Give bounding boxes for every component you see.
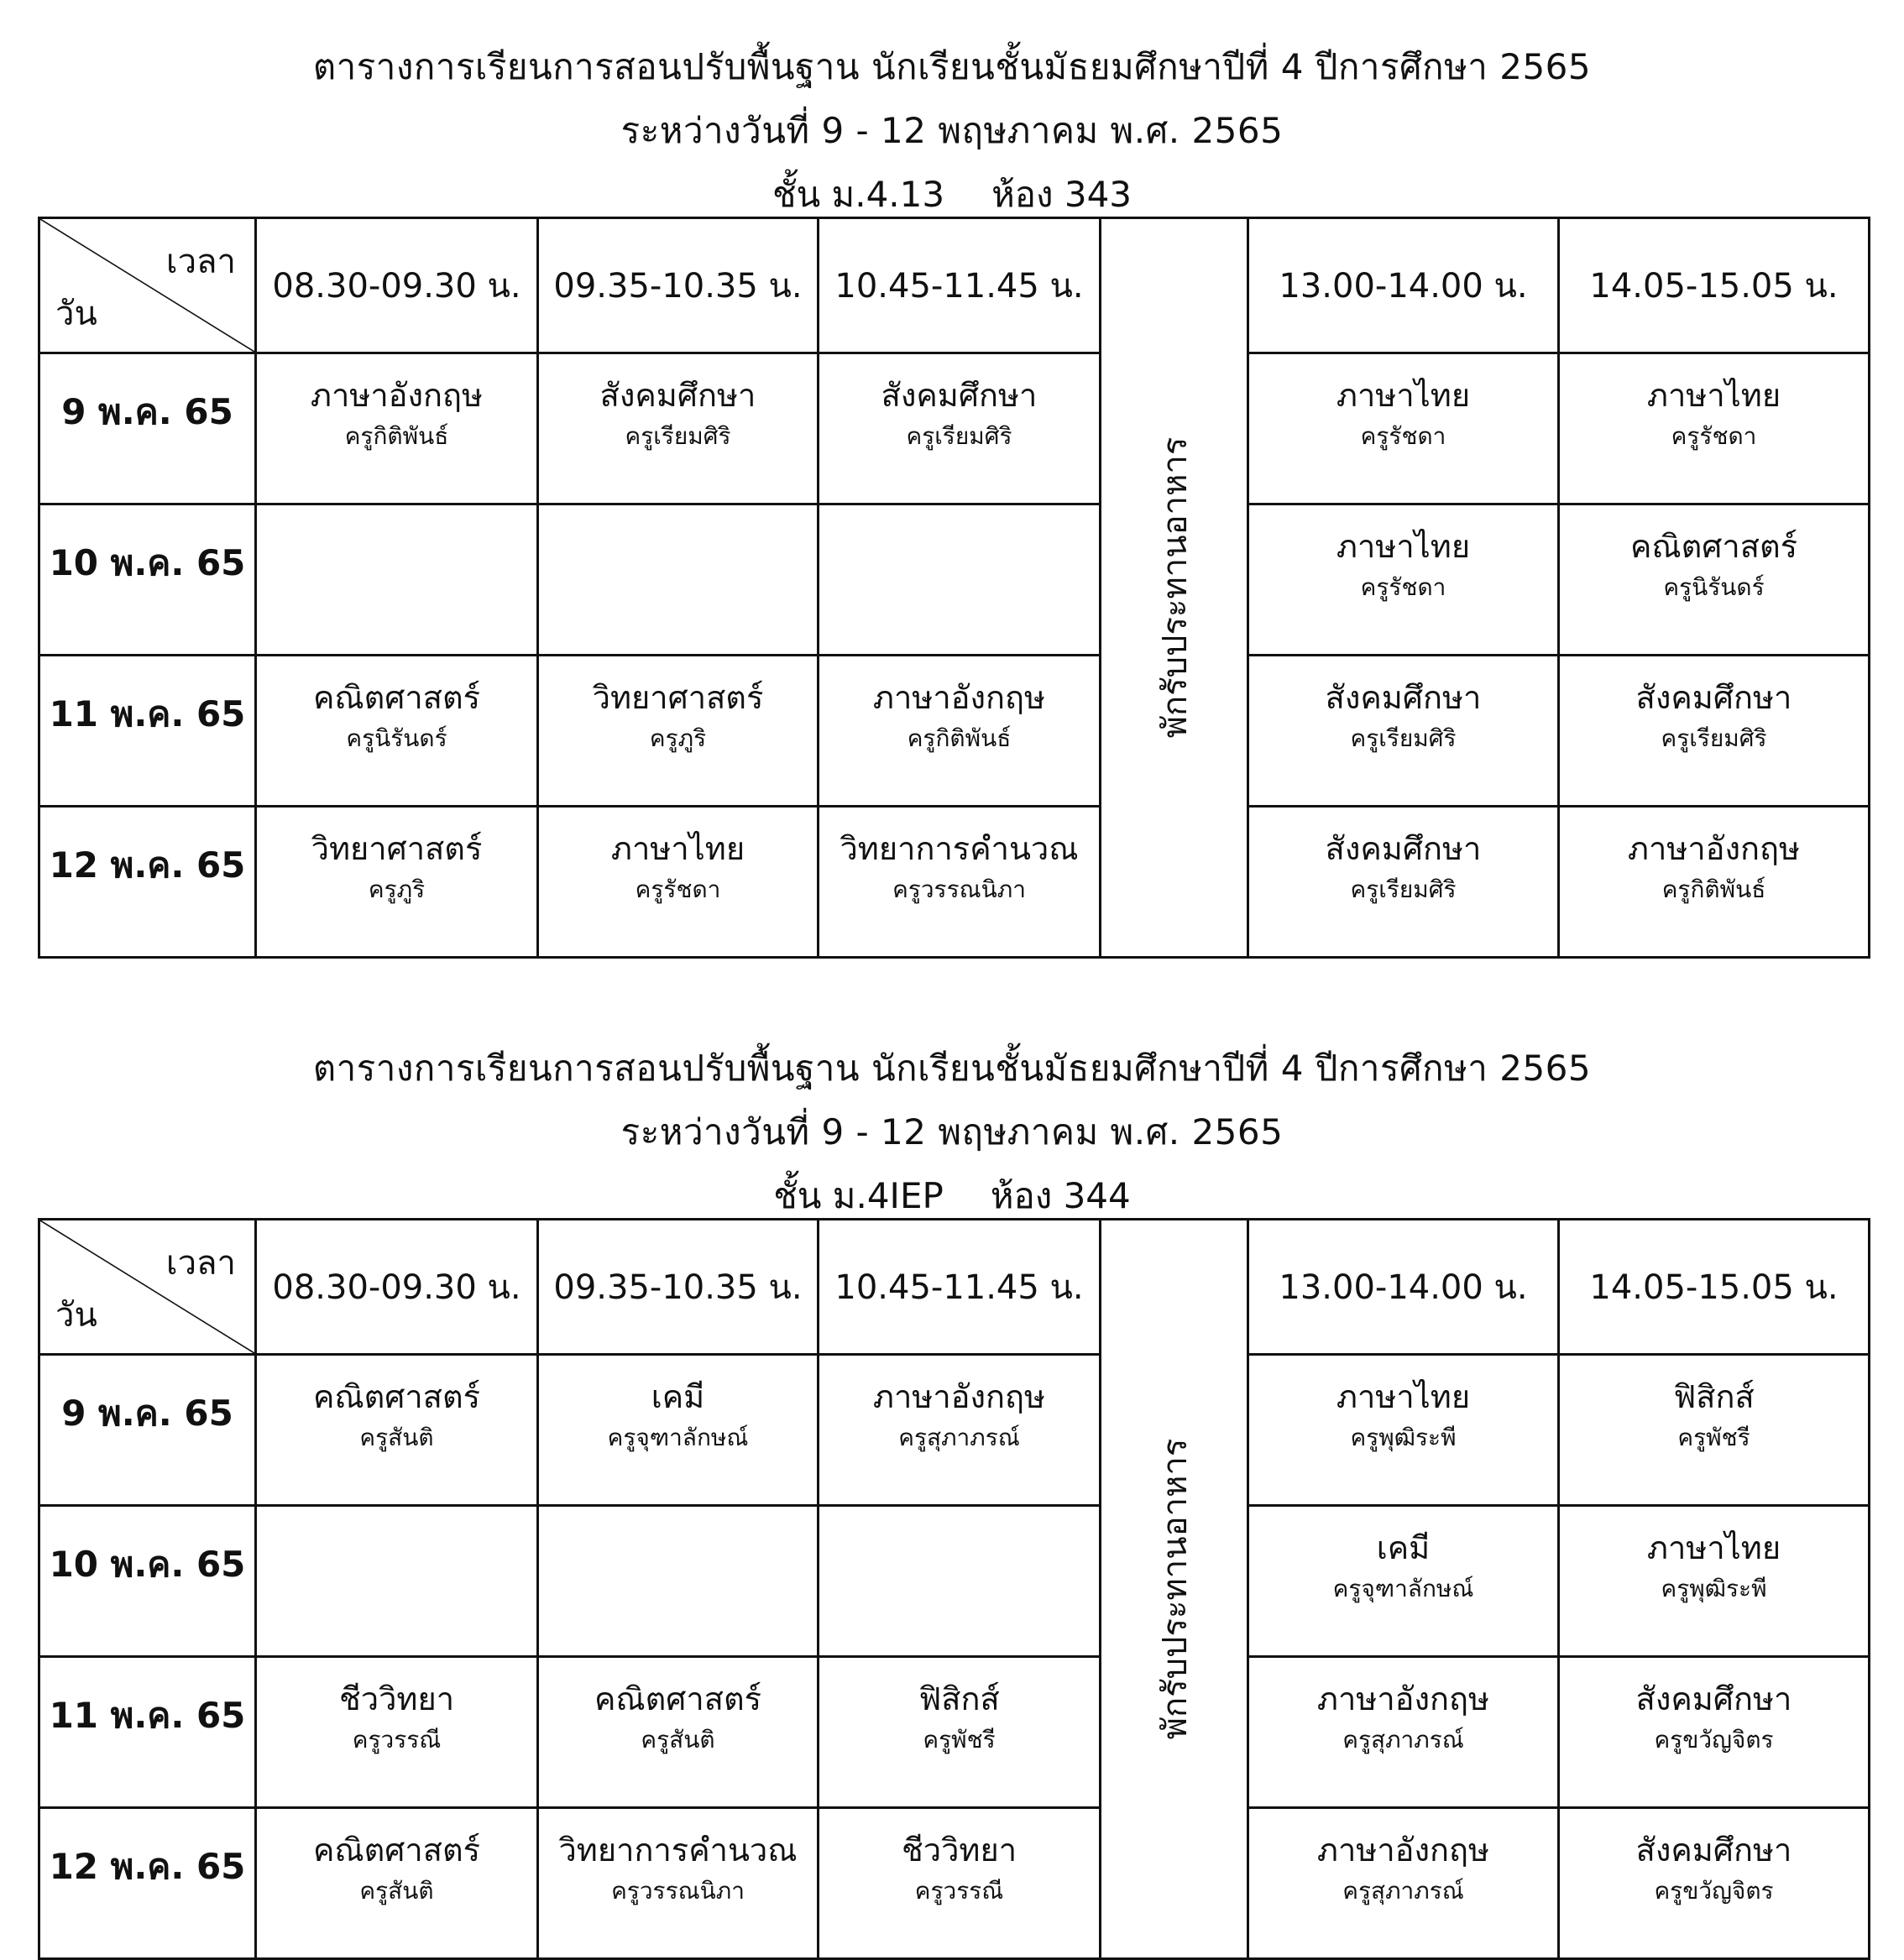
- class-cell: [1248, 504, 1559, 656]
- schedule-block-2: [0, 1037, 1904, 1905]
- day-label: 9 พ.ค. 65: [39, 353, 256, 504]
- teacher: ครูกิติพันธ์: [1661, 875, 1766, 903]
- teacher: ครูนิรันดร์: [346, 724, 447, 752]
- room-label: ห้อง 343: [991, 174, 1132, 215]
- teacher: ครูจุฑาลักษณ์: [1332, 1575, 1474, 1602]
- class-cell: [538, 807, 819, 958]
- teacher: ครูวรรณี: [914, 1877, 1004, 1905]
- class-cell: [1248, 1506, 1559, 1657]
- class-cell: [1248, 353, 1559, 504]
- time-axis-label: เวลา: [165, 1244, 236, 1283]
- day-axis-label: วัน: [55, 295, 97, 333]
- period-header: 08.30-09.30 น.: [256, 1220, 538, 1355]
- class-cell: [1559, 656, 1870, 807]
- class-cell: [819, 1506, 1101, 1657]
- schedule-title: ตารางการเรียนการสอนปรับพื้นฐาน นักเรียนชั้นมัธยมศึกษาปีที่ 4 ปีการศึกษา 2565: [312, 1048, 1592, 1089]
- class-cell: [538, 1657, 819, 1808]
- schedule-block-1: [0, 35, 1904, 903]
- class-cell: [538, 1355, 819, 1506]
- day-label: 11 พ.ค. 65: [39, 656, 256, 807]
- subject: วิทยาการคำนวณ: [840, 830, 1079, 867]
- schedule-table: [38, 217, 1870, 959]
- class-cell: [1559, 1808, 1870, 1959]
- teacher: ครูสันติ: [359, 1877, 434, 1905]
- subject: ภาษาไทย: [1336, 528, 1471, 565]
- teacher: ครูรัชดา: [1360, 422, 1446, 450]
- lunch-break-label: พักรับประทานอาหาร: [1155, 1438, 1195, 1740]
- period-header: 09.35-10.35 น.: [538, 1220, 819, 1355]
- day-row: [39, 1808, 1870, 1959]
- period-header: 08.30-09.30 น.: [256, 218, 538, 353]
- header-row: [39, 218, 1870, 353]
- room-label: ห้อง 344: [990, 1175, 1131, 1216]
- class-cell: [1559, 504, 1870, 656]
- teacher: ครูเรียมศิริ: [1350, 875, 1457, 903]
- subject: คณิตศาสตร์: [312, 1832, 481, 1869]
- class-cell: [1248, 807, 1559, 958]
- teacher: ครูเรียมศิริ: [906, 422, 1012, 450]
- subject: ภาษาอังกฤษ: [1316, 1680, 1490, 1717]
- subject: สังคมศึกษา: [1635, 679, 1792, 716]
- class-cell: [1559, 807, 1870, 958]
- corner-cell: [39, 1220, 256, 1355]
- subject: ภาษาไทย: [1646, 1529, 1781, 1566]
- subject: เคมี: [1376, 1529, 1431, 1566]
- class-cell: [819, 353, 1101, 504]
- day-label: 10 พ.ค. 65: [39, 1506, 256, 1657]
- subject: ภาษาอังกฤษ: [872, 679, 1046, 716]
- subject: เคมี: [651, 1378, 705, 1415]
- period-header: 10.45-11.45 น.: [819, 218, 1101, 353]
- class-cell: [819, 656, 1101, 807]
- class-cell: [256, 1808, 538, 1959]
- class-cell: [538, 353, 819, 504]
- subject: ภาษาไทย: [1646, 377, 1781, 414]
- teacher: ครูพัชรี: [1677, 1424, 1750, 1451]
- teacher: ครูสุภาภรณ์: [1342, 1877, 1464, 1905]
- teacher: ครูกิติพันธ์: [344, 422, 449, 450]
- class-label: ชั้น ม.4.13: [772, 174, 945, 215]
- class-cell: [256, 353, 538, 504]
- day-axis-label: วัน: [55, 1296, 97, 1335]
- teacher: ครูเรียมศิริ: [1350, 724, 1457, 752]
- teacher: ครูจุฑาลักษณ์: [607, 1424, 749, 1451]
- teacher: ครูรัชดา: [635, 875, 721, 903]
- class-cell: [819, 504, 1101, 656]
- teacher: ครูรัชดา: [1360, 573, 1446, 601]
- subject: วิทยาศาสตร์: [592, 679, 764, 716]
- subject: สังคมศึกษา: [599, 377, 756, 414]
- subject: สังคมศึกษา: [1635, 1832, 1792, 1869]
- teacher: ครูพัชรี: [923, 1726, 996, 1754]
- teacher: ครูนิรันดร์: [1663, 573, 1765, 601]
- day-row: [39, 807, 1870, 958]
- time-axis-label: เวลา: [165, 243, 236, 281]
- schedule-table: [38, 1218, 1870, 1960]
- class-cell: [1248, 1808, 1559, 1959]
- class-cell: [1559, 1506, 1870, 1657]
- teacher: ครูสันติ: [641, 1726, 715, 1754]
- day-label: 11 พ.ค. 65: [39, 1657, 256, 1808]
- day-row: [39, 656, 1870, 807]
- teacher: ครูพุฒิระพี: [1661, 1575, 1767, 1602]
- teacher: ครูกิติพันธ์: [907, 724, 1012, 752]
- teacher: ครูภูริ: [649, 724, 707, 752]
- day-label: 12 พ.ค. 65: [39, 807, 256, 958]
- teacher: ครูวรรณนิภา: [611, 1877, 745, 1905]
- class-cell: [538, 1506, 819, 1657]
- day-label: 10 พ.ค. 65: [39, 504, 256, 656]
- subject: ภาษาไทย: [610, 830, 745, 867]
- day-row: [39, 504, 1870, 656]
- subject: สังคมศึกษา: [1325, 679, 1482, 716]
- class-cell: [256, 1657, 538, 1808]
- class-cell: [1248, 1657, 1559, 1808]
- schedule-date-range: ระหว่างวันที่ 9 - 12 พฤษภาคม พ.ศ. 2565: [620, 110, 1284, 151]
- subject: วิทยาการคำนวณ: [558, 1832, 798, 1869]
- subject: ชีววิทยา: [338, 1680, 455, 1717]
- class-cell: [256, 504, 538, 656]
- class-cell: [819, 1355, 1101, 1506]
- teacher: ครูรัชดา: [1671, 422, 1757, 450]
- subject: ชีววิทยา: [901, 1832, 1017, 1869]
- header-row: [39, 1220, 1870, 1355]
- subject: ฟิสิกส์: [1673, 1378, 1755, 1415]
- day-label: 9 พ.ค. 65: [39, 1355, 256, 1506]
- teacher: ครูขวัญจิตร: [1654, 1877, 1774, 1905]
- period-header: 13.00-14.00 น.: [1248, 1220, 1559, 1355]
- subject: สังคมศึกษา: [1325, 830, 1482, 867]
- class-cell: [256, 656, 538, 807]
- period-header: 09.35-10.35 น.: [538, 218, 819, 353]
- subject: ภาษาไทย: [1336, 377, 1471, 414]
- class-cell: [256, 1506, 538, 1657]
- lunch-break-label: พักรับประทานอาหาร: [1155, 436, 1195, 739]
- day-row: [39, 353, 1870, 504]
- teacher: ครูเรียมศิริ: [625, 422, 731, 450]
- subject: ภาษาอังกฤษ: [310, 377, 484, 414]
- day-row: [39, 1657, 1870, 1808]
- class-cell: [1559, 353, 1870, 504]
- class-cell: [538, 1808, 819, 1959]
- subject: ภาษาอังกฤษ: [1627, 830, 1801, 867]
- class-label: ชั้น ม.4IEP: [773, 1175, 944, 1216]
- teacher: ครูสุภาภรณ์: [898, 1424, 1020, 1451]
- class-cell: [1248, 656, 1559, 807]
- day-label: 12 พ.ค. 65: [39, 1808, 256, 1959]
- schedule-title: ตารางการเรียนการสอนปรับพื้นฐาน นักเรียนชั้นมัธยมศึกษาปีที่ 4 ปีการศึกษา 2565: [312, 46, 1592, 87]
- class-cell: [819, 807, 1101, 958]
- subject: คณิตศาสตร์: [594, 1680, 762, 1717]
- subject: สังคมศึกษา: [881, 377, 1038, 414]
- teacher: ครูเรียมศิริ: [1661, 724, 1767, 752]
- class-cell: [538, 656, 819, 807]
- day-row: [39, 1355, 1870, 1506]
- teacher: ครูพุฒิระพี: [1350, 1424, 1457, 1451]
- day-row: [39, 1506, 1870, 1657]
- class-cell: [256, 1355, 538, 1506]
- period-header: 13.00-14.00 น.: [1248, 218, 1559, 353]
- subject: ภาษาอังกฤษ: [872, 1378, 1046, 1415]
- teacher: ครูภูริ: [368, 875, 426, 903]
- teacher: ครูวรรณนิภา: [892, 875, 1026, 903]
- teacher: ครูขวัญจิตร: [1654, 1726, 1774, 1754]
- schedule-date-range: ระหว่างวันที่ 9 - 12 พฤษภาคม พ.ศ. 2565: [620, 1111, 1284, 1152]
- class-cell: [256, 807, 538, 958]
- subject: วิทยาศาสตร์: [311, 830, 483, 867]
- lunch-break-cell: [1101, 218, 1248, 958]
- lunch-break-cell: [1101, 1220, 1248, 1959]
- period-header: 10.45-11.45 น.: [819, 1220, 1101, 1355]
- corner-cell: [39, 218, 256, 353]
- class-cell: [1559, 1355, 1870, 1506]
- teacher: ครูสันติ: [359, 1424, 434, 1451]
- teacher: ครูสุภาภรณ์: [1342, 1726, 1464, 1754]
- subject: คณิตศาสตร์: [312, 679, 481, 716]
- subject: สังคมศึกษา: [1635, 1680, 1792, 1717]
- subject: คณิตศาสตร์: [312, 1378, 481, 1415]
- class-cell: [538, 504, 819, 656]
- period-header: 14.05-15.05 น.: [1559, 1220, 1870, 1355]
- subject: ภาษาอังกฤษ: [1316, 1832, 1490, 1869]
- teacher: ครูวรรณี: [352, 1726, 442, 1754]
- subject: คณิตศาสตร์: [1629, 528, 1798, 565]
- class-cell: [819, 1657, 1101, 1808]
- subject: ฟิสิกส์: [918, 1680, 1000, 1717]
- subject: ภาษาไทย: [1336, 1378, 1471, 1415]
- class-cell: [819, 1808, 1101, 1959]
- period-header: 14.05-15.05 น.: [1559, 218, 1870, 353]
- class-cell: [1559, 1657, 1870, 1808]
- class-cell: [1248, 1355, 1559, 1506]
